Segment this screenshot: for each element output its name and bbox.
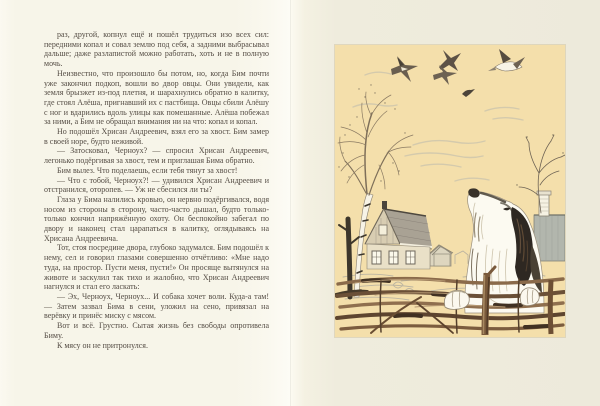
pigeon-icon [391, 56, 418, 82]
attic-window [379, 225, 387, 235]
paragraph: раз, другой, копнул ещё и пошёл трудиться изо всех сил: передними копал и совал землю под себя, а задними выбрасывал дальше; даже разлапистой можно работать, хоть и не в полную мочь. [44, 30, 269, 69]
right-page [291, 0, 600, 406]
white-pigeon-icon [488, 49, 525, 71]
illustration-bim-at-fence [335, 45, 565, 337]
clouds [353, 72, 523, 181]
paragraph: Неизвестно, что произошло бы потом, но, когда Бим почти уже закончил подкоп, вошли во двор овцы. Они увидели, как земля брызжет из-под плетня, и шарахнулись обратно в калитку, где стоял Алёша, пригнавший их с пастбища. Овцы сбили Алёшу с ног и вдарились вдоль улицы как помешанные. Алёша побежал за ними, а Бим не обращал внимания ни на что: копал и копал. [44, 68, 269, 127]
village-house [365, 201, 432, 269]
paragraph: Вот и всё. Грустно. Сытая жизнь без свободы опротивела Биму. [44, 321, 269, 340]
flying-pigeons [391, 49, 525, 97]
chimney-icon [382, 201, 387, 209]
paragraph: — Затосковал, Черноух? — спросил Хрисан Андреевич, легонько подёргивая за хвост, тем и приглашая Бима обратно. [44, 146, 269, 166]
pigeon-icon [433, 50, 461, 85]
paragraph: Бим вылез. Что поделаешь, если тебя тянут за хвост! [57, 165, 238, 175]
paragraph: Глаза у Бима налились кровью, он нервно подёргивался, водя носом из стороны в сторону, часто-часто дышал, будто только-только кончил напряжённую охоту. Он беспокойно забегал по двору и наконец стал царапаться в калитку, оглядываясь на Хрисана Андреевича. [44, 194, 269, 243]
paragraph: Но подошёл Хрисан Андреевич, взял его за хвост. Бим замер в своей норе, будто неживой. [44, 127, 269, 146]
house-windows [372, 251, 415, 264]
page-text [44, 30, 269, 350]
paragraph: — Что с тобой, Черноух?! — удивился Хрисан Андреевич и отстранился, оторопев. — Уж не сбесился ли ты? [44, 175, 269, 195]
small-bird-icon [462, 89, 475, 97]
left-page [0, 0, 291, 406]
paragraph: К мясу он не притронулся. [57, 340, 148, 350]
paragraph: — Эх, Черноух, Черноух... И собака хочет воли. Куда-а там! — Затем зазвал Бима в сени, уложил на сено, привязал на верёвку и принёс миску с мясом. [44, 291, 269, 321]
paragraph: Тот, стоя посредине двора, глубоко задумался. Бим подошёл к нему, сел и говорил глазами совершенно отчётливо: «Мне надо туда, на простор. Пусти меня, пусти!» Он просяще вытянулся на животе и заскулил так тихо и жалобно, что Хрисан Андреевич нагнулся и стал его ласкать: [44, 243, 269, 292]
